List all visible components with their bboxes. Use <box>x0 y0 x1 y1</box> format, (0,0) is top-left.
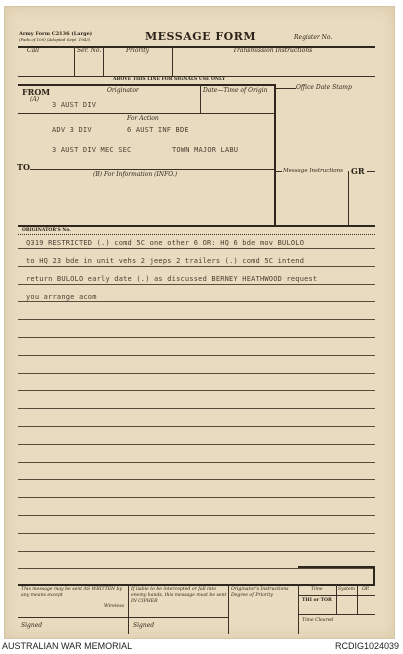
rule <box>18 584 375 586</box>
message-rule <box>18 426 375 427</box>
system-label: System <box>338 587 356 592</box>
message-rule <box>18 551 375 552</box>
typed-line: you arrange acom <box>26 293 97 301</box>
message-instructions: Message Instructions <box>283 168 343 174</box>
from-sub: (A) <box>30 96 40 103</box>
message-rule <box>18 515 375 516</box>
signed-label-right: Signed <box>133 622 155 629</box>
army-form-label: Army Form C2136 (Large) <box>19 31 93 37</box>
op-label: OP. <box>362 587 370 592</box>
rule <box>373 566 375 584</box>
rule <box>298 566 375 568</box>
rule <box>18 113 274 114</box>
message-rule <box>18 497 375 498</box>
rule <box>274 84 276 226</box>
form-title: MESSAGE FORM <box>145 30 257 43</box>
originators-no-label: ORIGINATOR'S No. <box>22 228 71 233</box>
message-rule <box>18 319 375 320</box>
col-priority: Priority <box>126 47 150 54</box>
rule <box>18 234 375 235</box>
message-rule <box>18 373 375 374</box>
time-cleared-label: Time Cleared <box>302 618 334 623</box>
col-ser-no: Ser. No. <box>77 47 102 54</box>
message-rule <box>18 390 375 391</box>
typed-line: to HQ 23 bde in unit vehs 2 jeeps 2 trailers (.) comd 5C intend <box>26 257 305 265</box>
rule <box>18 84 274 86</box>
rule <box>298 595 375 596</box>
record-id: RCDIG1024039 <box>334 641 399 651</box>
rule <box>128 584 129 634</box>
originator-label: Originator <box>107 87 139 94</box>
rule <box>172 46 173 76</box>
rule <box>367 171 375 172</box>
typed-action-1: ADV 3 DIV <box>52 126 92 134</box>
for-action-label: For Action <box>127 115 159 122</box>
message-rule <box>18 337 375 338</box>
message-rule <box>18 266 375 267</box>
message-rule <box>18 284 375 285</box>
archive-credit: AUSTRALIAN WAR MEMORIAL <box>2 641 133 651</box>
message-rule <box>18 444 375 445</box>
col-call: Call <box>27 47 40 54</box>
message-rule <box>18 533 375 534</box>
typed-line: Q319 RESTRICTED (.) comd 5C one other 6 OR: HQ 6 bde mov BULOLO <box>26 239 305 247</box>
army-form-sub: (Pads of 100) (Adopted Sept. 1943) <box>19 37 91 42</box>
typed-line: return BULOLO early date (.) as discussed BERNEY HEATHWOOD request <box>26 275 318 283</box>
rule <box>276 88 296 89</box>
time-label: Time <box>311 587 323 592</box>
rule <box>18 617 228 618</box>
typed-from: 3 AUST DIV <box>52 101 97 109</box>
rule <box>228 584 229 634</box>
from-label: FROM <box>22 87 51 97</box>
rule <box>18 46 375 48</box>
gr-label: GR <box>351 166 365 176</box>
above-line-note: ABOVE THIS LINE FOR SIGNALS USE ONLY <box>113 77 226 82</box>
rule <box>18 225 375 227</box>
originator-instructions: Originator's Instructions Degree of Priority <box>231 587 289 598</box>
to-label: TO <box>17 162 30 172</box>
typed-info-2: TOWN MAJOR LABU <box>172 146 239 154</box>
typed-action-2: 6 AUST INF BDE <box>127 126 189 134</box>
col-transmission: Transmission Instructions <box>233 47 313 54</box>
rule <box>103 46 104 76</box>
sent-as-written-note: This message may be sent AS WRITTEN by any means except <box>21 587 123 598</box>
rule <box>336 584 337 614</box>
for-information-label: (B) For Information (INFO.) <box>93 171 178 178</box>
message-rule <box>18 462 375 463</box>
rule <box>357 584 358 614</box>
register-no-label: Register No. <box>294 34 333 41</box>
rule <box>298 584 299 634</box>
office-date-stamp: Office Date Stamp <box>296 84 352 91</box>
date-time-label: Date—Time of Origin <box>203 87 268 94</box>
rule <box>298 614 375 615</box>
typed-info-1: 3 AUST DIV MEC SEC <box>52 146 132 154</box>
wireless-label: Wireless <box>104 604 124 609</box>
rule <box>74 46 75 76</box>
thi-label: THI or TOR <box>302 598 332 603</box>
message-rule <box>18 248 375 249</box>
rule <box>30 169 274 170</box>
message-rule <box>18 355 375 356</box>
rule <box>274 171 282 172</box>
signed-label-left: Signed <box>21 622 43 629</box>
message-rule <box>18 301 375 302</box>
message-rule <box>18 568 375 569</box>
message-rule <box>18 408 375 409</box>
intercept-note: If liable to be intercepted or fall into enemy hands, this message must be sent IN CIPHER <box>131 587 227 604</box>
rule <box>18 76 375 77</box>
rule <box>348 171 349 225</box>
message-rule <box>18 479 375 480</box>
rule <box>200 84 201 114</box>
